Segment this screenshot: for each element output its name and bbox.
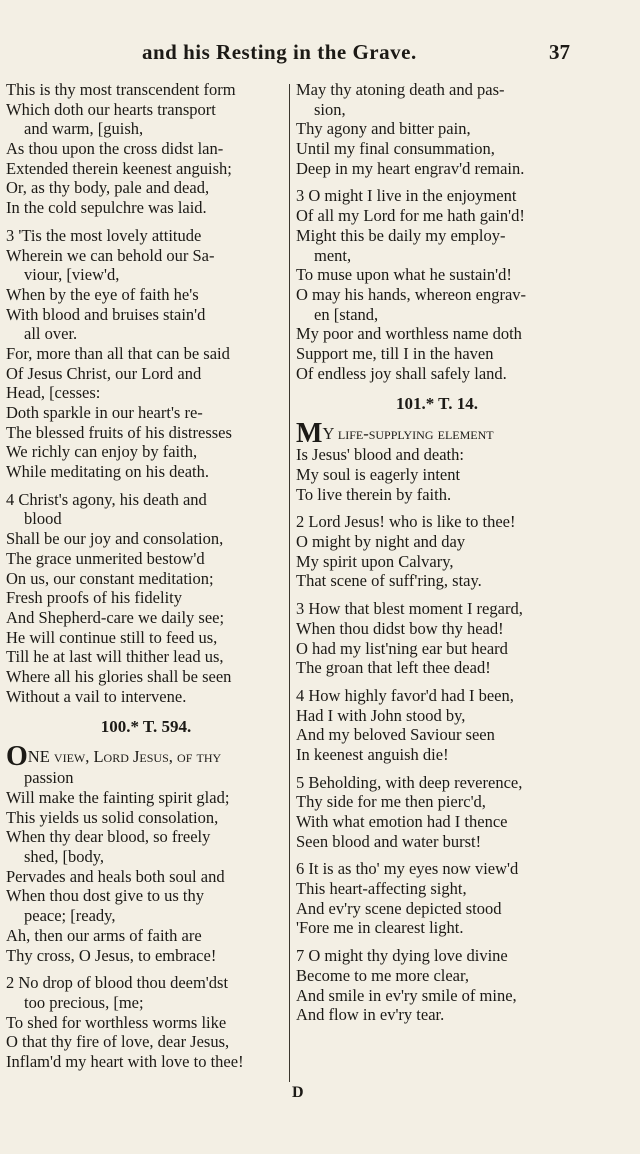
verse-line: ment, (314, 245, 352, 265)
verse-line: passion (24, 768, 74, 788)
right-column (296, 80, 578, 1033)
verse-line: Head, [cesses: (6, 383, 101, 403)
verse-line: My spirit upon Calvary, (296, 551, 454, 571)
verse-line: 7 O might thy dying love divine (296, 946, 508, 966)
verse-line: Without a vail to intervene. (6, 686, 187, 706)
verse-line: peace; [ready, (24, 906, 116, 926)
verse-line: Extended therein keenest anguish; (6, 158, 232, 178)
verse-line: blood (24, 509, 62, 529)
verse-line: O may his hands, whereon engrav- (296, 284, 527, 304)
verse-line: 2 No drop of blood thou deem'dst (6, 973, 229, 993)
verse-line: This is thy most transcendent form (6, 80, 236, 99)
verse-line: 'Fore me in clearest light. (296, 918, 464, 938)
verse-line: When by the eye of faith he's (6, 284, 199, 304)
verse-line: For, more than all that can be said (6, 343, 230, 363)
verse-line: en [stand, (314, 304, 379, 324)
verse-line: viour, [view'd, (24, 265, 120, 285)
verse-line: Support me, till I in the haven (296, 343, 494, 363)
verse-line: This heart-affecting sight, (296, 879, 467, 899)
verse-line: Where all his glories shall be seen (6, 666, 232, 686)
verse-line: Thy cross, O Jesus, to embrace! (6, 945, 217, 965)
verse-line: When thy dear blood, so freely (6, 827, 211, 847)
verse-line: Will make the fainting spirit glad; (6, 788, 230, 807)
stanza-continued (296, 80, 578, 178)
column-divider (289, 84, 290, 1082)
verse-line: Might this be daily my employ- (296, 225, 506, 245)
verse-line: Inflam'd my heart with love to thee! (6, 1051, 244, 1071)
verse-line: Thy side for me then pierc'd, (296, 792, 486, 812)
stanza-4 (6, 490, 286, 707)
first-line (6, 741, 286, 773)
hymn-101-stanza-1 (296, 418, 578, 504)
hymn-100-stanza-1 (6, 741, 286, 965)
verse-line: Of endless joy shall safely land. (296, 363, 507, 383)
verse-line: To muse upon what he sustain'd! (296, 265, 512, 285)
hymn-101-stanza-6 (296, 859, 578, 938)
first-line-text: NE view, Lord Jesus, of thy (27, 747, 222, 767)
drop-cap: O (6, 741, 28, 773)
verse-line: And ev'ry scene depicted stood (296, 898, 502, 918)
verse-line: Wherein we can behold our Sa- (6, 245, 215, 265)
verse-line: Is Jesus' blood and death: (296, 445, 464, 465)
verse-line: The groan that left thee dead! (296, 658, 491, 678)
verse-line: O had my list'ning ear but heard (296, 638, 508, 658)
hymn-100-stanza-2 (6, 973, 286, 1071)
verse-line: Of Jesus Christ, our Lord and (6, 363, 202, 383)
verse-line: all over. (24, 324, 78, 344)
verse-line: 3 How that blest moment I regard, (296, 599, 523, 619)
verse-line: Deep in my heart engrav'd remain. (296, 158, 525, 178)
page-header (0, 40, 640, 74)
hymn-100-heading: 100.* T. 594. (100, 717, 192, 737)
verse-line: My poor and worthless name doth (296, 324, 522, 344)
verse-line: 4 How highly favor'd had I been, (296, 685, 514, 705)
verse-line: O might by night and day (296, 532, 466, 552)
page-number: 37 (549, 40, 570, 64)
first-line-text: Y life-supplying element (322, 424, 494, 444)
verse-line: And smile in ev'ry smile of mine, (296, 985, 517, 1005)
verse-line: To live therein by faith. (296, 484, 452, 504)
verse-line: 3 'Tis the most lovely attitude (6, 225, 202, 245)
verse-line: Shall be our joy and consolation, (6, 529, 224, 549)
verse-line: May thy atoning death and pas- (296, 80, 505, 99)
stanza-3-right (296, 186, 578, 383)
left-column (6, 80, 286, 1080)
verse-line: And Shepherd-care we daily see; (6, 607, 225, 627)
drop-cap: M (296, 418, 323, 450)
verse-line: Of all my Lord for me hath gain'd! (296, 206, 525, 226)
verse-line: Pervades and heals both soul and (6, 866, 225, 886)
verse-line: Until my final consummation, (296, 139, 495, 159)
verse-line: He will continue still to feed us, (6, 627, 218, 647)
stanza-intro (6, 80, 286, 218)
verse-line: 3 O might I live in the enjoyment (296, 186, 517, 206)
stanza-3 (6, 226, 286, 482)
verse-line: sion, (314, 99, 346, 119)
verse-line: 6 It is as tho' my eyes now view'd (296, 859, 519, 879)
verse-line: In keenest anguish die! (296, 744, 449, 764)
verse-line: Thy agony and bitter pain, (296, 119, 471, 139)
verse-line: Fresh proofs of his fidelity (6, 588, 182, 608)
verse-line: When thou dost give to us thy (6, 886, 204, 906)
verse-line: Ah, then our arms of faith are (6, 925, 202, 945)
verse-line: and warm, [guish, (24, 119, 144, 139)
verse-line: Doth sparkle in our heart's re- (6, 403, 203, 422)
verse-line: In the cold sepulchre was laid. (6, 198, 207, 218)
first-line (296, 418, 578, 450)
verse-line: shed, [body, (24, 847, 105, 867)
verse-line: 2 Lord Jesus! who is like to thee! (296, 512, 516, 532)
verse-line: Which doth our hearts transport (6, 99, 216, 119)
verse-line: The blessed fruits of his distresses (6, 422, 232, 442)
verse-line: To shed for worthless worms like (6, 1012, 227, 1032)
verse-line: too precious, [me; (24, 992, 144, 1012)
verse-line: While meditating on his death. (6, 462, 209, 482)
verse-line: With blood and bruises stain'd (6, 304, 206, 324)
signature-mark: D (292, 1084, 304, 1101)
verse-line: O that thy fire of love, dear Jesus, (6, 1032, 230, 1052)
verse-line: 4 Christ's agony, his death and (6, 489, 207, 509)
verse-line: On us, our constant meditation; (6, 568, 214, 588)
hymn-101-stanza-7 (296, 946, 578, 1025)
running-title: and his Resting in the Grave. (142, 40, 417, 64)
verse-line: Had I with John stood by, (296, 705, 466, 725)
verse-line: The grace unmerited bestow'd (6, 548, 205, 568)
verse-line: Till he at last will thither lead us, (6, 647, 224, 667)
verse-line: My soul is eagerly intent (296, 465, 461, 484)
hymn-101-stanza-2 (296, 512, 578, 591)
verse-line: 5 Beholding, with deep reverence, (296, 772, 523, 792)
verse-line: Seen blood and water burst! (296, 831, 482, 851)
verse-line: With what emotion had I thence (296, 812, 508, 831)
hymn-101-stanza-3 (296, 599, 578, 678)
verse-line: And flow in ev'ry tear. (296, 1005, 445, 1025)
verse-line: Or, as thy body, pale and dead, (6, 178, 210, 198)
verse-line: That scene of suff'ring, stay. (296, 571, 482, 591)
verse-line: As thou upon the cross didst lan- (6, 139, 224, 159)
verse-line: This yields us solid consolation, (6, 807, 219, 827)
verse-line: Become to me more clear, (296, 965, 469, 985)
hymn-101-stanza-4 (296, 686, 578, 765)
verse-line: When thou didst bow thy head! (296, 618, 504, 638)
hymn-101-stanza-5 (296, 773, 578, 852)
hymn-101-heading: 101.* T. 14. (395, 394, 479, 414)
verse-line: We richly can enjoy by faith, (6, 442, 198, 462)
verse-line: And my beloved Saviour seen (296, 725, 495, 745)
